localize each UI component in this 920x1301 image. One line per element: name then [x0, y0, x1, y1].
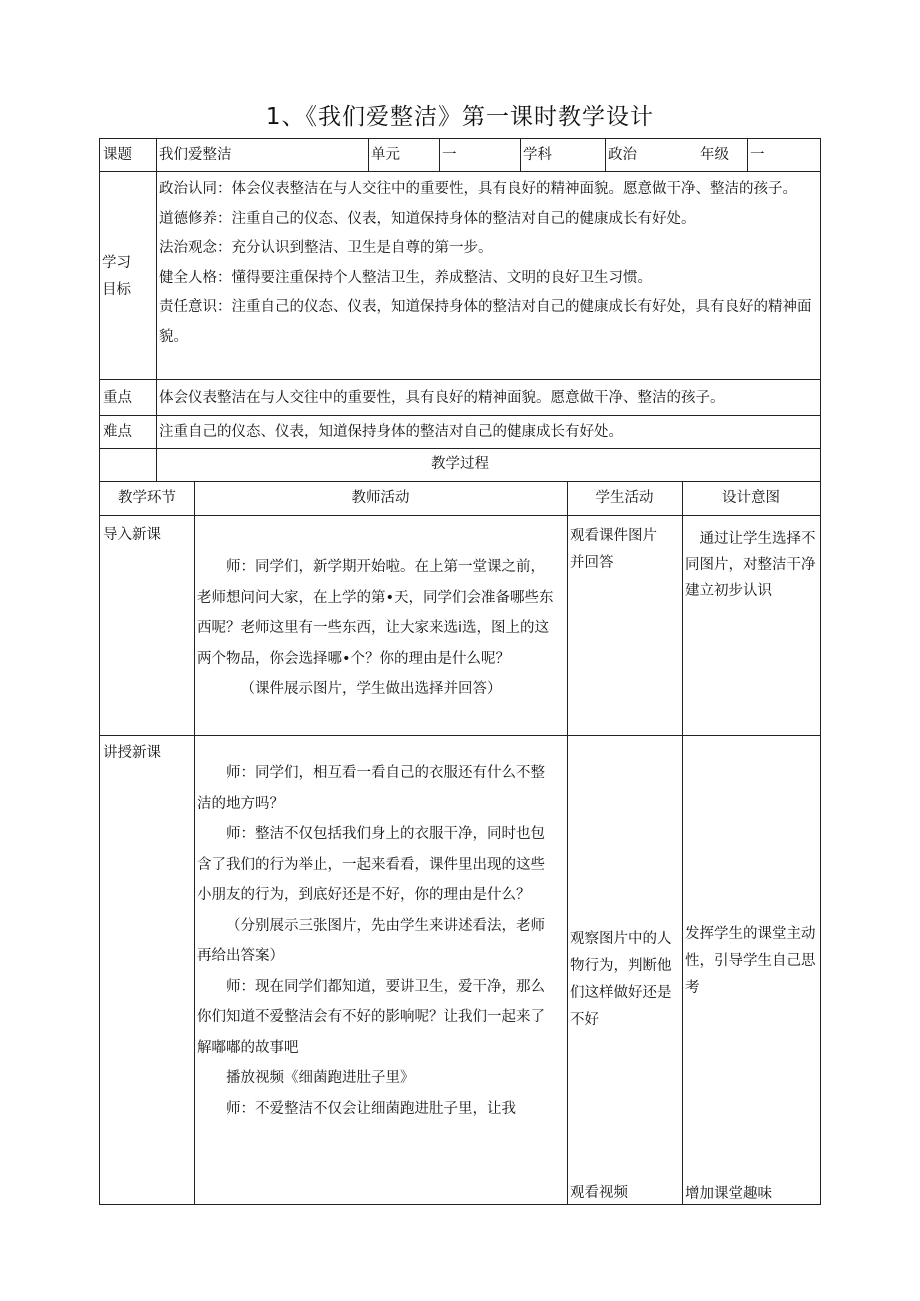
- design-intent-lecture-2: 增加课堂趣味: [685, 1186, 772, 1202]
- col-divider: [368, 139, 369, 171]
- row-divider: [100, 379, 820, 380]
- grade-value: 一: [750, 147, 765, 163]
- col-divider: [156, 171, 157, 481]
- document-title: 1、《我们爱整洁》第一课时教学设计: [265, 104, 655, 130]
- process-heading: 教学过程: [431, 456, 489, 472]
- difficulty-text: 注重自己的仪态、仪表，知道保持身体的整洁对自己的健康成长有好处。: [159, 424, 623, 440]
- col-header-teacher: 教师活动: [351, 490, 410, 506]
- difficulty-label: 难点: [103, 424, 132, 440]
- objective-item: 健全人格：懂得要注重保持个人整洁卫生，养成整洁、文明的良好卫生习惯。: [159, 269, 652, 286]
- col-divider: [747, 139, 748, 171]
- unit-label: 单元: [371, 147, 400, 163]
- subject-value: 政治: [608, 147, 637, 163]
- key-point-label: 重点: [103, 390, 132, 406]
- topic-value: 我们爱整洁: [159, 147, 232, 163]
- design-intent-intro: 通过让学生选择不同图片，对整洁干净建立初步认识: [685, 531, 816, 599]
- teacher-paragraph: 师：同学们，新学期开始啦。在上第一堂课之前，老师想问问大家，在上学的第•天，同学们会准备哪些东西呢？老师这里有一些东西，让大家来选i选，图上的这两个物品，你会选择哪•个？你的理由是什么呢？: [197, 559, 554, 667]
- col-divider: [605, 139, 606, 171]
- col-divider: [520, 139, 521, 171]
- row-divider: [100, 481, 820, 482]
- col-divider: [567, 481, 568, 1205]
- col-divider: [156, 139, 157, 171]
- student-activity-intro: 观看课件图片并回答: [570, 528, 657, 571]
- col-divider: [194, 481, 195, 1205]
- teacher-activity-lecture: [197, 758, 557, 1124]
- teacher-paragraph: 师：同学们，相互看一看自己的衣服还有什么不整洁的地方吗？: [197, 765, 545, 812]
- objectives-label: 学习目标: [102, 255, 131, 298]
- col-header-design: 设计意图: [722, 490, 780, 506]
- row-divider: [100, 448, 820, 449]
- objective-item: 政治认同：体会仪表整洁在与人交往中的重要性，具有良好的精神面貌。愿意做干净、整洁的孩子。: [159, 181, 797, 197]
- lesson-plan-table: [99, 138, 821, 1205]
- row-divider: [100, 515, 820, 516]
- student-activity-lecture-2: 观看视频: [570, 1185, 628, 1201]
- objectives-list: [159, 175, 819, 352]
- stage-lecture: 讲授新课: [103, 745, 161, 761]
- design-intent-lecture-1: 发挥学生的课堂主动性，引导学生自己思考: [685, 926, 816, 996]
- subject-label: 学科: [523, 147, 552, 163]
- objective-item: 责任意识：注重自己的仪态、仪表，知道保持身体的整洁对自己的健康成长有好处，具有良好的精神面貌。: [159, 299, 812, 345]
- grade-label: 年级: [700, 147, 729, 163]
- row-divider: [100, 415, 820, 416]
- topic-label: 课题: [103, 147, 132, 163]
- teacher-paragraph: （分别展示三张图片，先由学生来讲述看法，老师再给出答案）: [197, 917, 545, 964]
- col-header-student: 学生活动: [595, 490, 654, 506]
- teacher-paragraph: 播放视频《细菌跑进肚子里》: [226, 1070, 415, 1086]
- teacher-paragraph: （课件展示图片，学生做出选择并回答）: [240, 681, 502, 697]
- unit-value: 一: [442, 147, 457, 163]
- teacher-activity-intro: [197, 552, 557, 705]
- col-header-stage: 教学环节: [118, 490, 176, 506]
- key-point-text: 体会仪表整洁在与人交往中的重要性，具有良好的精神面貌。愿意做干净、整洁的孩子。: [159, 390, 725, 406]
- student-activity-lecture-1: 观察图片中的人物行为，判断他们这样做好还是不好: [570, 931, 672, 1028]
- row-divider: [100, 735, 820, 736]
- col-divider: [439, 139, 440, 171]
- objective-item: 法治观念：充分认识到整洁、卫生是自尊的第一步。: [159, 240, 493, 256]
- col-divider: [682, 481, 683, 1205]
- objective-item: 道德修养：注重自己的仪态、仪表，知道保持身体的整洁对自己的健康成长有好处。: [159, 210, 696, 227]
- stage-intro: 导入新课: [103, 527, 161, 543]
- teacher-paragraph: 师：现在同学们都知道，要讲卫生，爱干净，那么你们知道不爱整洁会有不好的影响呢？让我们一起来了解嘟嘟的故事吧: [197, 978, 545, 1056]
- teacher-paragraph: 师：整洁不仅包括我们身上的衣服干净，同时也包含了我们的行为举止，一起来看看，课件里出现的这些小朋友的行为，到底好还是不好，你的理由是什么？: [197, 826, 545, 903]
- teacher-paragraph: 师：不爱整洁不仅会让细菌跑进肚子里，让我: [226, 1100, 516, 1117]
- row-divider: [100, 171, 820, 172]
